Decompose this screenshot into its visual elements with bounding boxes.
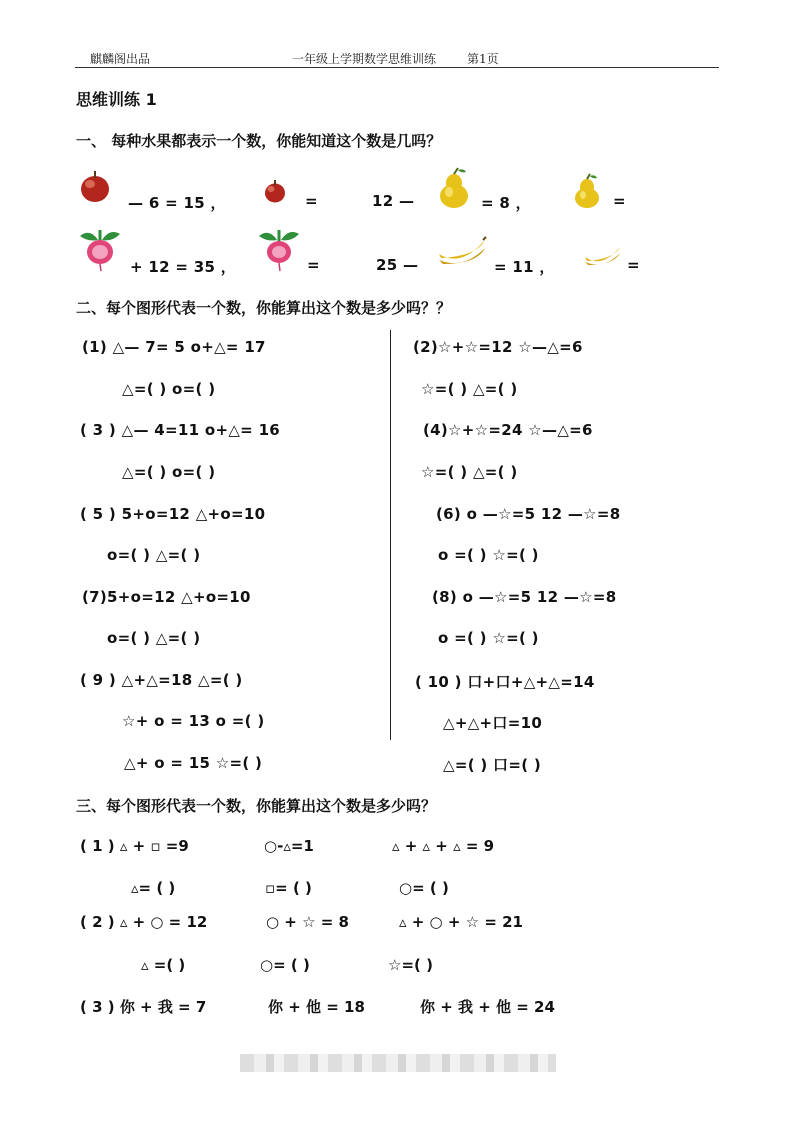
column-divider bbox=[390, 330, 391, 740]
section2-heading: 二、每个图形代表一个数，你能算出这个数是多少吗？？ bbox=[76, 299, 452, 317]
s1-row1-eq-b: = bbox=[305, 192, 318, 210]
s3-q2-ans-c: ☆=( ) bbox=[388, 956, 433, 974]
s2-left-line: o=( ) △=( ) bbox=[107, 546, 201, 564]
s1-row2-eq-e: = bbox=[627, 256, 640, 274]
pear-icon bbox=[436, 166, 472, 210]
s3-q1-eq-a: ( 1 ) ▵ + ▫ =9 bbox=[80, 837, 189, 855]
s2-right-line: (6) o —☆=5 12 —☆=8 bbox=[436, 505, 621, 523]
s3-q2-ans-b: ○= ( ) bbox=[260, 956, 310, 974]
s2-right-line: △+△+口=10 bbox=[443, 714, 543, 732]
s2-right-line: ☆=( ) △=( ) bbox=[421, 380, 518, 398]
s2-left-line: ☆+ o = 13 o =( ) bbox=[122, 712, 265, 730]
s1-row2-eq-a: + 12 = 35 ， bbox=[130, 258, 237, 276]
s3-q1-eq-c: ▵ + ▵ + ▵ = 9 bbox=[392, 837, 495, 855]
section1-heading: 一、 每种水果都表示一个数，你能知道这个数是几吗？ bbox=[76, 132, 442, 150]
blurred-footer-watermark bbox=[240, 1054, 556, 1072]
header-page-number: 第1页 bbox=[467, 52, 499, 66]
radish-icon bbox=[256, 226, 302, 272]
s1-row2-eq-d: = 11 ， bbox=[494, 258, 555, 276]
header-course-title: 一年级上学期数学思维训练 bbox=[292, 52, 437, 66]
s2-left-line: △=( ) o=( ) bbox=[122, 380, 216, 398]
s2-right-line: ☆=( ) △=( ) bbox=[421, 463, 518, 481]
s1-row1-eq-a: — 6 = 15 ， bbox=[128, 194, 226, 212]
s1-row1-eq-c: 12 — bbox=[372, 192, 415, 210]
s2-right-line: ( 10 ) 口+口+△+△=14 bbox=[415, 673, 595, 691]
s3-q3-eq-a: ( 3 ) 你 + 我 = 7 bbox=[80, 998, 207, 1016]
apple-icon bbox=[263, 178, 287, 204]
banana-icon bbox=[584, 243, 622, 269]
s2-right-line: (4)☆+☆=24 ☆—△=6 bbox=[423, 421, 593, 439]
s3-q2-eq-b: ○ + ☆ = 8 bbox=[266, 913, 349, 931]
s2-left-line: ( 5 ) 5+o=12 △+o=10 bbox=[80, 505, 266, 523]
s2-right-line: △=( ) 口=( ) bbox=[443, 756, 542, 774]
page-title: 思维训练 1 bbox=[76, 90, 157, 109]
s3-q3-eq-b: 你 + 他 = 18 bbox=[268, 998, 365, 1016]
radish-icon bbox=[76, 226, 124, 272]
s2-left-line: △=( ) o=( ) bbox=[122, 463, 216, 481]
s1-row2-eq-b: = bbox=[307, 256, 320, 274]
banana-icon bbox=[437, 234, 487, 268]
s2-left-line: (1) △— 7= 5 o+△= 17 bbox=[82, 338, 266, 356]
header-rule bbox=[75, 67, 719, 68]
s1-row1-eq-e: = bbox=[613, 192, 626, 210]
s3-q1-ans-a: ▵= ( ) bbox=[131, 879, 176, 897]
s3-q2-eq-c: ▵ + ○ + ☆ = 21 bbox=[399, 913, 523, 931]
s3-q3-eq-c: 你 + 我 + 他 = 24 bbox=[420, 998, 555, 1016]
s2-right-line: o =( ) ☆=( ) bbox=[438, 629, 539, 647]
header-publisher: 麒麟阁出品 bbox=[90, 52, 151, 66]
s2-left-line: ( 9 ) △+△=18 △=( ) bbox=[80, 671, 243, 689]
apple-icon bbox=[79, 168, 111, 204]
s3-q1-eq-b: ○-▵=1 bbox=[264, 837, 314, 855]
s3-q1-ans-c: ○= ( ) bbox=[399, 879, 449, 897]
s2-right-line: (8) o —☆=5 12 —☆=8 bbox=[432, 588, 617, 606]
s2-left-line: (7)5+o=12 △+o=10 bbox=[82, 588, 251, 606]
pear-icon bbox=[572, 173, 602, 209]
s1-row1-eq-d: = 8 ， bbox=[481, 194, 531, 212]
s3-q2-eq-a: ( 2 ) ▵ + ○ = 12 bbox=[80, 913, 208, 931]
s2-right-line: (2)☆+☆=12 ☆—△=6 bbox=[413, 338, 583, 356]
s2-left-line: o=( ) △=( ) bbox=[107, 629, 201, 647]
s2-left-line: ( 3 ) △— 4=11 o+△= 16 bbox=[80, 421, 281, 439]
s1-row2-eq-c: 25 — bbox=[376, 256, 419, 274]
s2-right-line: o =( ) ☆=( ) bbox=[438, 546, 539, 564]
s3-q2-ans-a: ▵ =( ) bbox=[141, 956, 186, 974]
section3-heading: 三、每个图形代表一个数，你能算出这个数是多少吗？ bbox=[76, 797, 437, 815]
s3-q1-ans-b: ▫= ( ) bbox=[265, 879, 312, 897]
s2-left-line: △+ o = 15 ☆=( ) bbox=[124, 754, 263, 772]
